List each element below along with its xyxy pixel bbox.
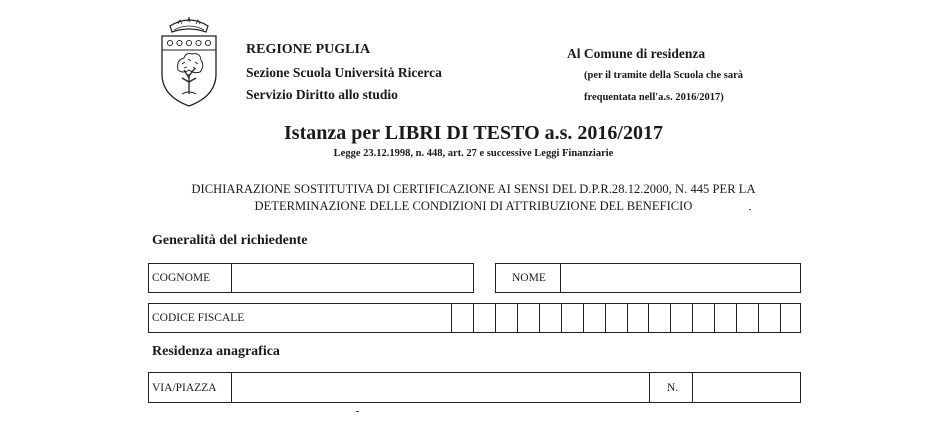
section-heading-residence: Residenza anagrafica: [152, 344, 280, 359]
name-label: NOME: [512, 272, 546, 284]
organization-section: Sezione Scuola Università Ricerca: [246, 65, 442, 80]
tax-code-cell[interactable]: [561, 304, 583, 332]
document-title: Istanza per LIBRI DI TESTO a.s. 2016/2017: [284, 122, 663, 144]
tax-code-cell[interactable]: [539, 304, 561, 332]
tax-code-cell[interactable]: [473, 304, 495, 332]
tax-code-cell[interactable]: [517, 304, 539, 332]
tax-code-cell[interactable]: [495, 304, 517, 332]
tax-code-field: [148, 303, 801, 333]
surname-label: COGNOME: [152, 272, 211, 284]
scan-speck: [356, 411, 359, 412]
declaration-line1: DICHIARAZIONE SOSTITUTIVA DI CERTIFICAZIONE AI SENSI DEL D.P.R.28.12.2000, N. 445 PER LA: [191, 182, 756, 196]
organization-service: Servizio Diritto allo studio: [246, 87, 398, 102]
tax-code-cell[interactable]: [692, 304, 714, 332]
tax-code-cell[interactable]: [451, 304, 473, 332]
surname-divider: [231, 264, 232, 292]
tax-code-cell[interactable]: [714, 304, 736, 332]
tax-code-cells: [451, 304, 802, 332]
street-divider: [231, 373, 232, 402]
number-label: N.: [667, 381, 679, 394]
street-label: VIA/PIAZZA: [152, 381, 217, 394]
tax-code-cell[interactable]: [605, 304, 627, 332]
tax-code-cell[interactable]: [583, 304, 605, 332]
scan-speck: [749, 209, 751, 210]
recipient-note-line1: (per il tramite della Scuola che sarà: [584, 70, 744, 81]
declaration-line2: DETERMINAZIONE DELLE CONDIZIONI DI ATTRIBUZIONE DEL BENEFICIO: [254, 199, 693, 213]
tax-code-cell[interactable]: [648, 304, 670, 332]
number-left-divider: [649, 373, 650, 402]
organization-region: REGIONE PUGLIA: [246, 42, 371, 57]
recipient-title: Al Comune di residenza: [567, 46, 706, 61]
recipient-note-line2: frequentata nell'a.s. 2016/2017): [584, 92, 724, 103]
document-subtitle: Legge 23.12.1998, n. 448, art. 27 e successive Leggi Finanziarie: [333, 148, 614, 159]
tax-code-cell[interactable]: [780, 304, 802, 332]
surname-field: [148, 263, 474, 293]
number-divider: [692, 373, 693, 402]
tax-code-label: CODICE FISCALE: [152, 312, 245, 324]
name-field: [495, 263, 801, 293]
tax-code-cell[interactable]: [736, 304, 758, 332]
street-field: [148, 372, 801, 403]
tax-code-cell[interactable]: [758, 304, 780, 332]
tax-code-cell[interactable]: [627, 304, 649, 332]
tax-code-cell[interactable]: [670, 304, 692, 332]
regione-puglia-coat-of-arms-icon: [158, 12, 220, 112]
name-divider: [560, 264, 561, 292]
section-heading-applicant: Generalità del richiedente: [152, 233, 308, 248]
